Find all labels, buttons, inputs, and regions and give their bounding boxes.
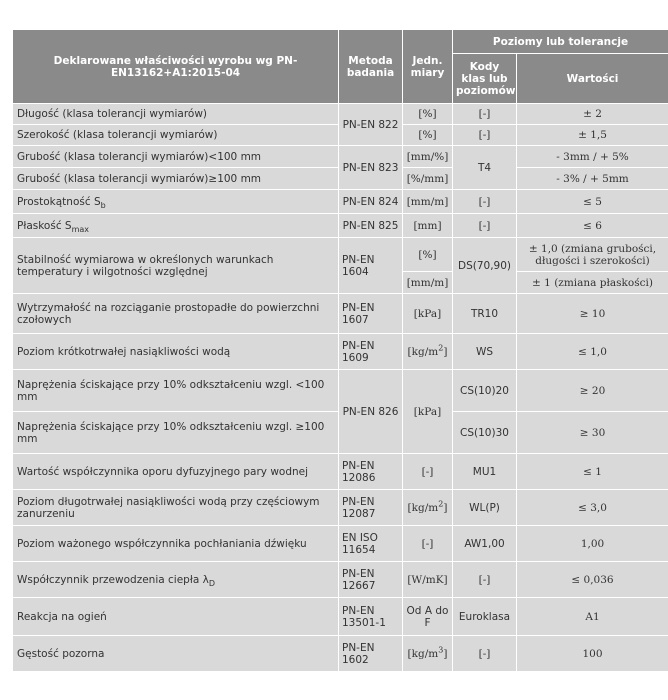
method-cell: PN-EN 825 <box>339 214 403 238</box>
table-row <box>13 190 668 214</box>
table-row <box>13 334 668 370</box>
property-text: Prostokątność S <box>17 195 101 208</box>
header-property: Deklarowane właściwości wyrobu wg PN-EN13162+A1:2015-04 <box>13 30 339 104</box>
property-cell: Grubość (klasa tolerancji wymiarów)<100 mm <box>13 146 339 168</box>
property-cell <box>13 214 339 238</box>
header-values: Wartości <box>517 54 668 104</box>
code-cell: CS(10)20 <box>453 370 517 412</box>
value-cell: ± 1 (zmiana płaskości) <box>517 272 668 294</box>
value-cell: ± 1,5 <box>517 125 668 146</box>
unit-cell <box>403 334 453 370</box>
unit-cell: [mm/m] <box>403 272 453 294</box>
method-cell: EN ISO 11654 <box>339 526 403 562</box>
property-text: Współczynnik przewodzenia ciepła λ <box>17 573 209 586</box>
code-cell: DS(70,90) <box>453 238 517 294</box>
code-cell: [-] <box>453 562 517 598</box>
value-cell: ≤ 0,036 <box>517 562 668 598</box>
method-cell: PN-EN 826 <box>339 370 403 454</box>
code-cell: [-] <box>453 214 517 238</box>
code-cell: [-] <box>453 104 517 125</box>
value-cell: ≥ 30 <box>517 412 668 454</box>
unit-cell: [%] <box>403 238 453 272</box>
code-cell: MU1 <box>453 454 517 490</box>
method-cell: PN-EN 1609 <box>339 334 403 370</box>
code-cell: AW1,00 <box>453 526 517 562</box>
unit-cell: [-] <box>403 454 453 490</box>
properties-table-container <box>12 29 668 672</box>
value-cell: ≤ 1 <box>517 454 668 490</box>
header-class-codes: Kody klas lub poziomów <box>453 54 517 104</box>
table-row <box>13 598 668 636</box>
property-subscript: max <box>71 224 90 234</box>
property-subscript: b <box>100 200 106 210</box>
header-levels: Poziomy lub tolerancje <box>453 30 668 54</box>
property-cell: Poziom ważonego współczynnika pochłaniania dźwięku <box>13 526 339 562</box>
header-unit: Jedn. miary <box>403 30 453 104</box>
value-cell: ≤ 3,0 <box>517 490 668 526</box>
value-cell: 1,00 <box>517 526 668 562</box>
unit-cell: [mm/%] <box>403 146 453 168</box>
value-cell: ≤ 6 <box>517 214 668 238</box>
value-cell: ≥ 10 <box>517 294 668 334</box>
table-row <box>13 214 668 238</box>
table-row <box>13 636 668 672</box>
property-cell: Naprężenia ściskające przy 10% odkształceniu wzgl. <100 mm <box>13 370 339 412</box>
property-cell: Grubość (klasa tolerancji wymiarów)≥100 mm <box>13 168 339 190</box>
property-cell: Długość (klasa tolerancji wymiarów) <box>13 104 339 125</box>
property-cell <box>13 190 339 214</box>
method-cell: PN-EN 12667 <box>339 562 403 598</box>
value-cell: 100 <box>517 636 668 672</box>
code-cell: Euroklasa <box>453 598 517 636</box>
property-cell: Reakcja na ogień <box>13 598 339 636</box>
unit-text-end: ] <box>443 647 448 660</box>
property-subscript: D <box>208 578 215 588</box>
unit-cell <box>403 490 453 526</box>
method-cell: PN-EN 1604 <box>339 238 403 294</box>
unit-cell: [mm] <box>403 214 453 238</box>
value-cell: - 3% / + 5mm <box>517 168 668 190</box>
value-cell: ≤ 5 <box>517 190 668 214</box>
unit-text: [kg/m <box>407 501 439 514</box>
unit-cell: [mm/m] <box>403 190 453 214</box>
property-cell: Poziom długotrwałej nasiąkliwości wodą przy częściowym zanurzeniu <box>13 490 339 526</box>
value-cell: A1 <box>517 598 668 636</box>
method-cell: PN-EN 13501-1 <box>339 598 403 636</box>
property-cell: Szerokość (klasa tolerancji wymiarów) <box>13 125 339 146</box>
table-row <box>13 370 668 412</box>
method-cell: PN-EN 12087 <box>339 490 403 526</box>
property-cell: Gęstość pozorna <box>13 636 339 672</box>
code-cell: [-] <box>453 190 517 214</box>
method-cell: PN-EN 824 <box>339 190 403 214</box>
unit-text: [kg/m <box>407 647 439 660</box>
table-row <box>13 562 668 598</box>
table-row <box>13 490 668 526</box>
unit-cell: [%] <box>403 104 453 125</box>
value-cell: ≥ 20 <box>517 370 668 412</box>
unit-text: [kg/m <box>407 345 439 358</box>
unit-cell: [kPa] <box>403 294 453 334</box>
unit-cell: [%] <box>403 125 453 146</box>
method-cell: PN-EN 823 <box>339 146 403 190</box>
unit-superscript: 2 <box>438 499 444 508</box>
property-cell: Wartość współczynnika oporu dyfuzyjnego pary wodnej <box>13 454 339 490</box>
unit-superscript: 3 <box>438 645 444 654</box>
code-cell: [-] <box>453 636 517 672</box>
property-cell: Stabilność wymiarowa w określonych warunkach temperatury i wilgotności względnej <box>13 238 339 294</box>
property-cell: Poziom krótkotrwałej nasiąkliwości wodą <box>13 334 339 370</box>
code-cell: WL(P) <box>453 490 517 526</box>
header-method: Metoda badania <box>339 30 403 104</box>
code-cell: [-] <box>453 125 517 146</box>
properties-table <box>12 29 668 672</box>
table-row <box>13 238 668 272</box>
unit-cell: [W/mK] <box>403 562 453 598</box>
property-cell: Wytrzymałość na rozciąganie prostopadłe do powierzchni czołowych <box>13 294 339 334</box>
table-row <box>13 104 668 125</box>
unit-superscript: 2 <box>438 343 444 352</box>
unit-cell: [%/mm] <box>403 168 453 190</box>
unit-cell: [-] <box>403 526 453 562</box>
code-cell: WS <box>453 334 517 370</box>
code-cell: TR10 <box>453 294 517 334</box>
value-cell: - 3mm / + 5% <box>517 146 668 168</box>
unit-cell: Od A do F <box>403 598 453 636</box>
table-row <box>13 526 668 562</box>
property-cell <box>13 562 339 598</box>
method-cell: PN-EN 822 <box>339 104 403 146</box>
unit-cell <box>403 636 453 672</box>
table-row <box>13 146 668 168</box>
table-row <box>13 294 668 334</box>
value-cell: ≤ 1,0 <box>517 334 668 370</box>
unit-cell: [kPa] <box>403 370 453 454</box>
unit-text-end: ] <box>443 345 448 358</box>
method-cell: PN-EN 1607 <box>339 294 403 334</box>
code-cell: CS(10)30 <box>453 412 517 454</box>
value-cell: ± 2 <box>517 104 668 125</box>
table-row <box>13 454 668 490</box>
method-cell: PN-EN 1602 <box>339 636 403 672</box>
method-cell: PN-EN 12086 <box>339 454 403 490</box>
unit-text-end: ] <box>443 501 448 514</box>
code-cell: T4 <box>453 146 517 190</box>
value-cell: ± 1,0 (zmiana grubości, długości i szerokości) <box>517 238 668 272</box>
property-cell: Naprężenia ściskające przy 10% odkształceniu wzgl. ≥100 mm <box>13 412 339 454</box>
property-text: Płaskość S <box>17 219 72 232</box>
